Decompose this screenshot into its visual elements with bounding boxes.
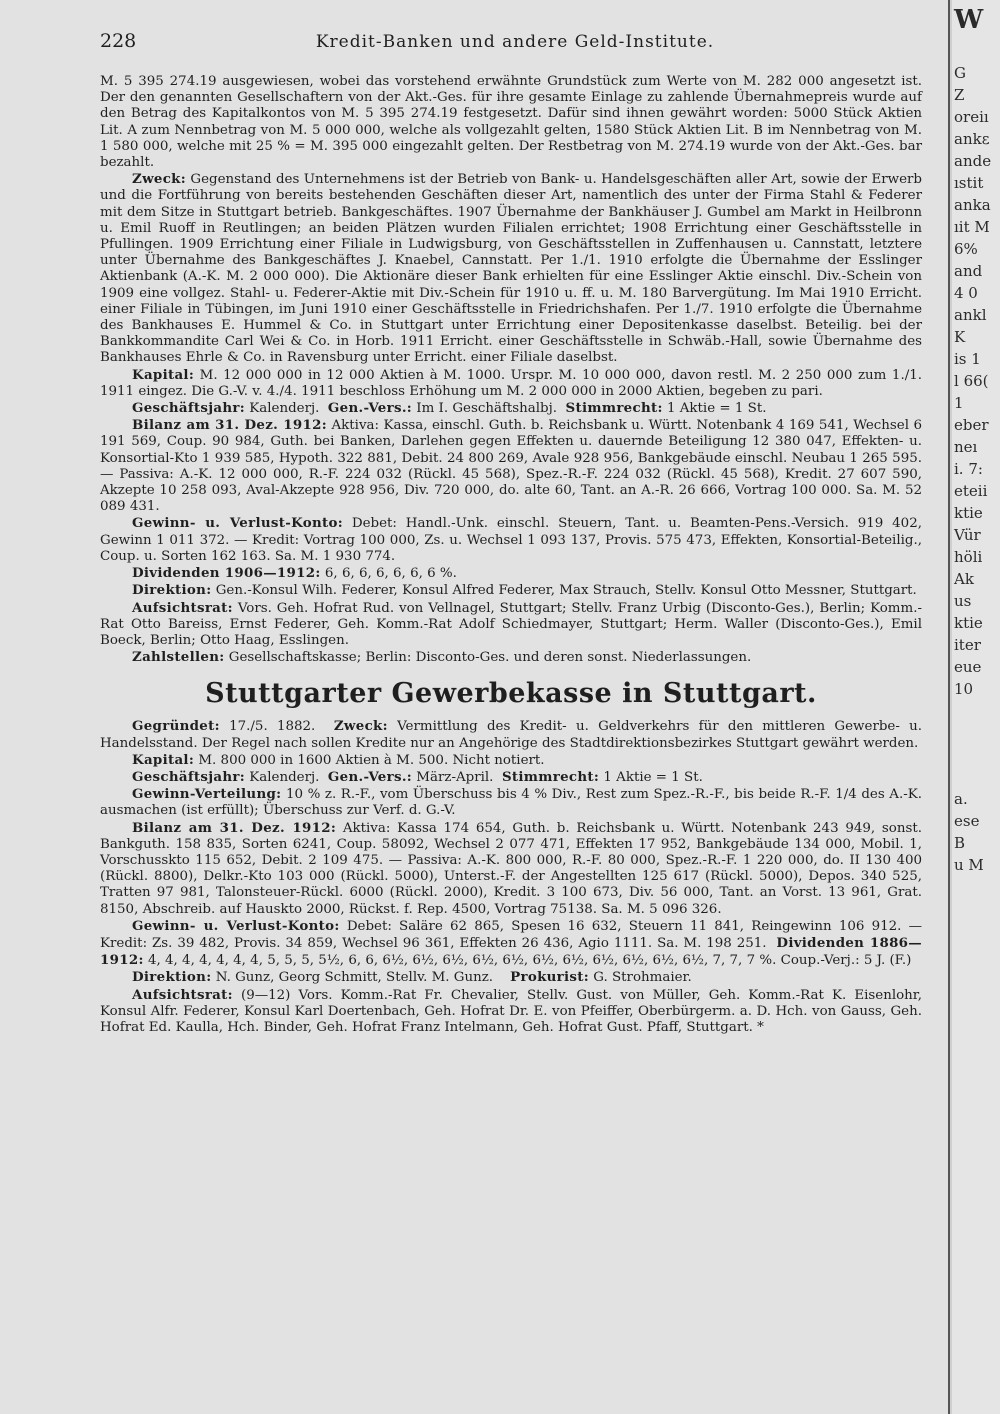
bilanz-text: Aktiva: Kassa, einschl. Guth. b. Reichsbank u. Württ. Notenbank 4 169 541, Wechsel 6 191 569, Coup. 90 984, Guth. bei Banken, Darlehen gegen Effekten u. dauernde Beteiligung 12 380 047, Effekten- u. Konsortial-Kto 1 939 585, Hypoth. 322 881, Debit. 24 800 269, Avale 928 956, Bankgebäude einschl. Neubau 1 265 595. — Passiva: A.-K. 12 000 000, R.-F. 224 032 (Rückl. 45 568), Spez.-R.-F. 224 032 (Rückl. 45 568), Kredit. 27 607 590, Akzepte 10 258 093, Aval-Akzepte 928 956, Div. 720 000, do. alte 60, Tant. an A.-R. 26 666, Vortrag 100 000. Sa. M. 52 089 431.: [100, 418, 922, 515]
stimmrecht-text: 1 Aktie = 1 St.: [603, 769, 703, 785]
facing-page-fragment: neı: [954, 438, 978, 456]
geschaeftsjahr-label: Geschäftsjahr:: [132, 768, 245, 785]
facing-page-fragment: G: [954, 64, 966, 82]
facing-page-fragment: W: [954, 5, 984, 35]
facing-page-fragment: ankε: [954, 130, 990, 148]
entry1-intro: M. 5 395 274.19 ausgewiesen, wobei das vorstehend erwähnte Grundstück zum Werte von M. 282 000 angesetzt ist. Der den genannten Gesellschaftern von der Akt.-Ges. für ihre gesamte Einlage zu zahlende Übernahmepreis wurde auf den Betrag des Kapitalkontos von M. 5 395 274.19 festgesetzt. Dafür sind ihnen gewährt worden: 5000 Stück Aktien Lit. A zum Nennbetrag von M. 5 000 000, welche als vollgezahlt gelten, 1580 Stück Aktien Lit. B im Nennbetrag von M. 1 580 000, welche mit 25 % = M. 395 000 eingezahlt gelten. Der Restbetrag von M. 274.19 wurde von der Akt.-Ges. bar bezahlt.: [100, 74, 922, 171]
entry1-dividenden: [100, 565, 922, 582]
entry1-direktion: [100, 582, 922, 599]
entry2-gewinn-verteilung: [100, 786, 922, 819]
facing-page-fragment: 4 0: [954, 284, 978, 302]
prokurist-label: Prokurist:: [510, 969, 589, 986]
dividenden-label: Dividenden 1886—1912:: [100, 934, 922, 969]
entry1-zweck: [100, 171, 922, 366]
running-head: [100, 30, 930, 54]
facing-page-fragment: l 66(: [954, 372, 989, 390]
zahlstellen-label: Zahlstellen:: [132, 649, 225, 666]
facing-page-fragment: ankl: [954, 306, 987, 324]
gen-vers-label: Gen.-Vers.:: [327, 400, 413, 417]
facing-page-fragment: anka: [954, 196, 991, 214]
direktion-text: Gen.-Konsul Wilh. Federer, Konsul Alfred Federer, Max Strauch, Stellv. Konsul Otto Messner, Stuttgart.: [215, 583, 917, 599]
facing-page-fragment: a.: [954, 790, 968, 808]
aufsichtsrat-text: Vors. Geh. Hofrat Rud. von Vellnagel, Stuttgart; Stellv. Franz Urbig (Disconto-Ges.), Berlin; Komm.-Rat Otto Bareiss, Ernst Federer, Geh. Komm.-Rat Adolf Schiedmayer, Stuttgart; Herm. Waller (Disconto-Ges.), Emil Boeck, Berlin; Otto Haag, Esslingen.: [100, 600, 922, 648]
gegruendet-label: Gegründet:: [132, 718, 220, 735]
stimmrecht-text: 1 Aktie = 1 St.: [666, 401, 767, 417]
facing-page-edge: [952, 0, 1000, 1414]
bilanz-label: Bilanz am 31. Dez. 1912:: [132, 417, 328, 434]
direktion-label: Direktion:: [132, 582, 212, 599]
geschaeftsjahr-label: Geschäftsjahr:: [132, 400, 245, 417]
facing-page-fragment: Z: [954, 86, 965, 104]
facing-page-fragment: Vür: [954, 526, 981, 544]
entry1-zahlstellen: [100, 649, 922, 666]
entry2-bilanz: [100, 820, 922, 918]
facing-page-fragment: i. 7:: [954, 460, 983, 478]
zweck-text: Gegenstand des Unternehmens ist der Betrieb von Bank- u. Handelsgeschäften aller Art, sowie der Erwerb und die Fortführung von bereits bestehenden Geschäften dieser Art, namentlich des unter der Firma Stahl & Federer mit dem Sitze in Stuttgart betrieb. Bankgeschäftes. 1907 Übernahme der Bankhäuser J. Gumbel am Markt in Heilbronn u. Emil Ruoff in Reutlingen; an beiden Plätzen wurden Filialen errichtet; 1908 Errichtung einer Geschäftsstelle in Pfullingen. 1909 Errichtung einer Filiale in Ludwigsburg, von Geschäftsstellen in Zuffenhausen u. Cannstatt, letztere unter Übernahme des Bankgeschäftes J. Knaebel, Cannstatt. Per 1./1. 1910 erfolgte die Übernahme der Esslinger Aktienbank (A.-K. M. 2 000 000). Die Aktionäre dieser Bank erhielten für eine Esslinger Aktie einschl. Div.-Schein von 1909 eine vollgez. Stahl- u. Federer-Aktie mit Div.-Schein für 1910 u. ff. u. M. 180 Barvergütung. Im Mai 1910 Erricht. einer Filiale in Tübingen, im Juni 1910 einer Geschäftsstelle in Friedrichshafen. Per 1./7. 1910 erfolgte die Übernahme des Bankhauses E. Hummel & Co. in Stuttgart unter Errichtung einer Depositenkasse daselbst. Beteilig. bei der Bankkommandite Carl Wei & Co. in Horb. 1911 Erricht. einer Geschäftsstelle in Schwäb.-Hall, sowie Übernahme des Bankhauses Ehrle & Co. in Ravensburg unter Erricht. einer Filiale daselbst.: [100, 172, 923, 366]
gewinn-verlust-text: Debet: Saläre 62 865, Spesen 16 632, Steuern 11 841, Reingewinn 106 912. — Kredit: Zs. 39 482, Provis. 34 859, Wechsel 96 361, Effekten 26 436, Agio 1111. Sa. M. 198 251.: [100, 918, 922, 951]
entry1-aufsichtsrat: [100, 600, 922, 650]
geschaeftsjahr-text: Kalenderj.: [249, 769, 320, 785]
gewinn-verlust-text: Debet: Handl.-Unk. einschl. Steuern, Tant. u. Beamten-Pens.-Versich. 919 402, Gewinn 1 011 372. — Kredit: Vortrag 100 000, Zs. u. Wechsel 1 093 137, Provis. 575 473, Effekten, Konsortial-Beteilig., Coup. u. Sorten 162 163. Sa. M. 1 930 774.: [100, 516, 922, 564]
aufsichtsrat-text: (9—12) Vors. Komm.-Rat Fr. Chevalier, Stellv. Gust. von Müller, Geh. Komm.-Rat K. Eisenlohr, Konsul Alfr. Federer, Konsul Karl Doertenbach, Geh. Hofrat Dr. E. von Pfeiffer, Oberbürgerm. a. D. Hch. von Gauss, Geh. Hofrat Ed. Kaulla, Hch. Binder, Geh. Hofrat Franz Intelmann, Geh. Hofrat Gust. Pfaff, Stuttgart. *: [100, 987, 922, 1035]
stimmrecht-label: Stimmrecht:: [565, 400, 663, 417]
prokurist-text: G. Strohmaier.: [593, 970, 692, 986]
facing-page-fragment: [952, 40, 1000, 62]
facing-page-fragment: ktie: [954, 614, 983, 632]
aufsichtsrat-label: Aufsichtsrat:: [132, 986, 233, 1003]
facing-page-fragment: [952, 700, 1000, 722]
entry1-geschaeftsjahr: [100, 400, 922, 417]
facing-page-fragment: [952, 744, 1000, 766]
aufsichtsrat-label: Aufsichtsrat:: [132, 599, 233, 616]
direktion-label: Direktion:: [132, 969, 212, 986]
entry1-bilanz: [100, 417, 922, 515]
facing-page-fragment: eteii: [954, 482, 988, 500]
gen-vers-label: Gen.-Vers.:: [327, 768, 413, 785]
facing-page-fragment: 1: [954, 394, 964, 412]
gewinn-verteilung-text: 10 % z. R.-F., vom Überschuss bis 4 % Div., Rest zum Spez.-R.-F., bis beide R.-F. 1/4 des A.-K. ausmachen (ist erfüllt); Überschuss zur Verf. d. G.-V.: [100, 787, 922, 819]
facing-page-fragment: us: [954, 592, 972, 610]
gen-vers-text: Im I. Geschäftshalbj.: [416, 401, 558, 417]
page-number: 228: [100, 30, 137, 52]
facing-page-fragment: oreiı: [954, 108, 989, 126]
facing-page-fragment: ese: [954, 812, 980, 830]
gegruendet-text: 17./5. 1882.: [229, 719, 316, 735]
zahlstellen-text: Gesellschaftskasse; Berlin: Disconto-Ges. und deren sonst. Niederlassungen.: [228, 650, 752, 666]
facing-page-fragment: B: [954, 834, 966, 852]
zweck-label: Zweck:: [132, 171, 186, 188]
gewinn-verteilung-label: Gewinn-Verteilung:: [132, 786, 282, 803]
entry2-heading: Stuttgarter Gewerbekasse in Stuttgart.: [205, 678, 817, 710]
zweck-text: Vermittlung des Kredit- u. Geldverkehrs für den mittleren Gewerbe- u. Handelsstand. Der Regel nach sollen Kredite nur an Angehörige des Stadtdirektionsbezirkes Stuttgart gewährt werden.: [100, 719, 923, 751]
facing-page-fragment: ktie: [954, 504, 983, 522]
facing-page-fragment: 10: [954, 680, 974, 698]
zweck-label: Zweck:: [333, 718, 388, 735]
facing-page-fragment: eber: [954, 416, 989, 434]
entry2-geschaeftsjahr: [100, 769, 922, 786]
bilanz-text: Aktiva: Kassa 174 654, Guth. b. Reichsbank u. Württ. Notenbank 243 949, sonst. Bankguth. 158 835, Sorten 6241, Coup. 58092, Wechsel 2 077 471, Effekten 17 952, Bankgebäude 134 000, Mobil. 1, Vorschusskto 115 652, Debit. 2 109 475. — Passiva: A.-K. 800 000, R.-F. 80 000, Spez.-R.-F. 1 220 000, do. II 130 400 (Rückl. 8800), Delkr.-Kto 103 000 (Rückl. 5000), Unterst.-F. der Angestellten 125 617 (Rückl. 5000), Depos. 340 525, Tratten 97 981, Talonsteuer-Rückl. 6000 (Rückl. 2000), Kredit. 3 100 673, Div. 56 000, Tant. an Vorst. 13 961, Grat. 8150, Abschreib. auf Hauskto 2000, Rückst. f. Rep. 4500, Vortrag 75138. Sa. M. 5 096 326.: [100, 820, 922, 917]
entry2-direktion: [100, 969, 922, 986]
entry1-gewinn-verlust: [100, 515, 922, 565]
facing-page-fragment: ande: [954, 152, 992, 170]
dividenden-text: 4, 4, 4, 4, 4, 4, 4, 5, 5, 5, 5½, 6, 6, 6½, 6½, 6½, 6½, 6½, 6½, 6½, 6½, 6½, 6½, 6½, 7, 7, 7 %. Coup.-Verj.: 5 J. (F.): [147, 953, 912, 969]
facing-page-fragment: [952, 766, 1000, 788]
facing-page-fragment: is 1: [954, 350, 981, 368]
text-column: [100, 74, 922, 1036]
geschaeftsjahr-text: Kalenderj.: [249, 401, 320, 417]
running-head-title: Kredit-Banken und andere Geld-Institute.: [315, 32, 715, 52]
facing-page-fragment: iter: [954, 636, 981, 654]
facing-page-fragment: Ak: [954, 570, 974, 588]
kapital-label: Kapital:: [132, 366, 195, 383]
entry2-gewinn-verlust: [100, 918, 922, 970]
direktion-text: N. Gunz, Georg Schmitt, Stellv. M. Gunz.: [215, 970, 494, 986]
facing-page-fragment: and: [954, 262, 983, 280]
gewinn-verlust-label: Gewinn- u. Verlust-Konto:: [132, 917, 340, 934]
bilanz-label: Bilanz am 31. Dez. 1912:: [132, 819, 337, 836]
entry2-kapital: [100, 752, 922, 769]
dividenden-text: 6, 6, 6, 6, 6, 6, 6 %.: [324, 566, 457, 582]
kapital-text: M. 12 000 000 in 12 000 Aktien à M. 1000. Urspr. M. 10 000 000, davon restl. M. 2 250 000 zum 1./1. 1911 eingez. Die G.-V. v. 4./4. 1911 beschloss Erhöhung um M. 2 000 000 in 2000 Aktien, begeben zu pari.: [100, 367, 922, 399]
gen-vers-text: März-April.: [416, 769, 494, 785]
kapital-text: M. 800 000 in 1600 Aktien à M. 500. Nicht notiert.: [198, 752, 545, 768]
facing-page-fragment: 6%: [954, 240, 978, 258]
stimmrecht-label: Stimmrecht:: [501, 768, 600, 785]
facing-page-fragment: ıit M: [954, 218, 990, 236]
facing-page-fragment: eue: [954, 658, 982, 676]
facing-page-fragment: u M: [954, 856, 984, 874]
entry2-gegruendet-zweck: [100, 718, 922, 751]
kapital-label: Kapital:: [132, 751, 195, 768]
facing-page-fragment: ıstit: [954, 174, 984, 192]
facing-page-fragment: höli: [954, 548, 983, 566]
gewinn-verlust-label: Gewinn- u. Verlust-Konto:: [132, 515, 343, 532]
facing-page-fragment: [952, 722, 1000, 744]
dividenden-label: Dividenden 1906—1912:: [132, 565, 321, 582]
facing-page-fragment: K: [954, 328, 966, 346]
entry2-aufsichtsrat: [100, 987, 922, 1037]
entry1-kapital: [100, 367, 922, 400]
